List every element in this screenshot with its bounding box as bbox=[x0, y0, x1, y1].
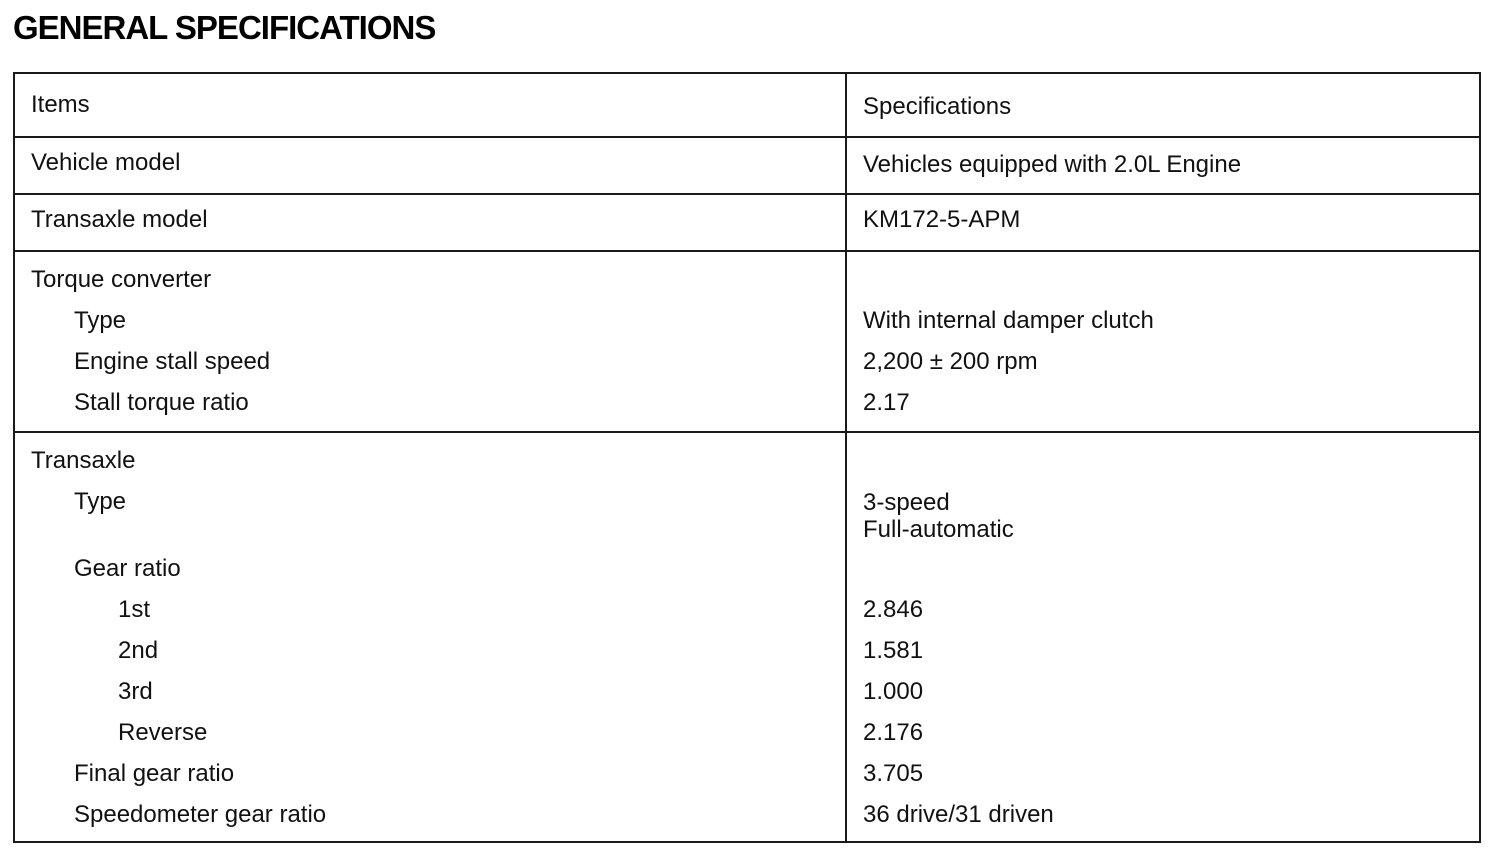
gear-1st-label: 1st bbox=[118, 596, 151, 623]
torque-converter-type-label: Type bbox=[74, 307, 127, 334]
header-items-label: Items bbox=[31, 91, 90, 118]
table-row-group-transaxle bbox=[14, 432, 1480, 842]
stall-torque-ratio-value: 2.17 bbox=[863, 389, 910, 416]
gear-ratio-label: Gear ratio bbox=[74, 555, 181, 582]
vehicle-model-value: Vehicles equipped with 2.0L Engine bbox=[863, 151, 1242, 178]
table-header-row bbox=[14, 73, 1480, 137]
gear-reverse-value: 2.176 bbox=[863, 719, 924, 746]
transaxle-model-value: KM172-5-APM bbox=[863, 206, 1021, 233]
header-cell-specifications bbox=[846, 73, 1480, 137]
transaxle-type-value-line1: 3-speed bbox=[863, 489, 950, 516]
transaxle-label: Transaxle bbox=[31, 447, 136, 474]
final-gear-ratio-label: Final gear ratio bbox=[74, 760, 235, 787]
header-specifications-label: Specifications bbox=[863, 93, 1012, 120]
spec-cell bbox=[846, 432, 1480, 842]
spec-cell bbox=[846, 137, 1480, 194]
specifications-table bbox=[13, 72, 1481, 843]
gear-reverse-label: Reverse bbox=[118, 719, 208, 746]
transaxle-type-label: Type bbox=[74, 488, 127, 515]
engine-stall-speed-value: 2,200 ± 200 rpm bbox=[863, 348, 1038, 375]
torque-converter-type-value: With internal damper clutch bbox=[863, 307, 1154, 334]
vehicle-model-label: Vehicle model bbox=[31, 149, 181, 176]
engine-stall-speed-label: Engine stall speed bbox=[74, 348, 271, 375]
speedometer-gear-ratio-value: 36 drive/31 driven bbox=[863, 801, 1054, 828]
table-row-group-torque-converter bbox=[14, 251, 1480, 432]
gear-2nd-value: 1.581 bbox=[863, 637, 924, 664]
table-row bbox=[14, 137, 1480, 194]
stall-torque-ratio-label: Stall torque ratio bbox=[74, 389, 249, 416]
spec-cell bbox=[846, 251, 1480, 432]
transaxle-type-value bbox=[863, 481, 1479, 548]
gear-3rd-label: 3rd bbox=[118, 678, 153, 705]
item-cell bbox=[14, 194, 846, 251]
transaxle-type-value-line2: Full-automatic bbox=[863, 516, 1014, 543]
spec-cell bbox=[846, 194, 1480, 251]
gear-2nd-label: 2nd bbox=[118, 637, 159, 664]
item-cell bbox=[14, 432, 846, 842]
page-title: GENERAL SPECIFICATIONS bbox=[13, 9, 436, 46]
torque-converter-label: Torque converter bbox=[31, 266, 212, 293]
final-gear-ratio-value: 3.705 bbox=[863, 760, 924, 787]
gear-3rd-value: 1.000 bbox=[863, 678, 924, 705]
table-row bbox=[14, 194, 1480, 251]
speedometer-gear-ratio-label: Speedometer gear ratio bbox=[74, 801, 327, 828]
item-cell bbox=[14, 251, 846, 432]
transaxle-model-label: Transaxle model bbox=[31, 206, 208, 233]
gear-1st-value: 2.846 bbox=[863, 596, 924, 623]
item-cell bbox=[14, 137, 846, 194]
header-cell-items bbox=[14, 73, 846, 137]
